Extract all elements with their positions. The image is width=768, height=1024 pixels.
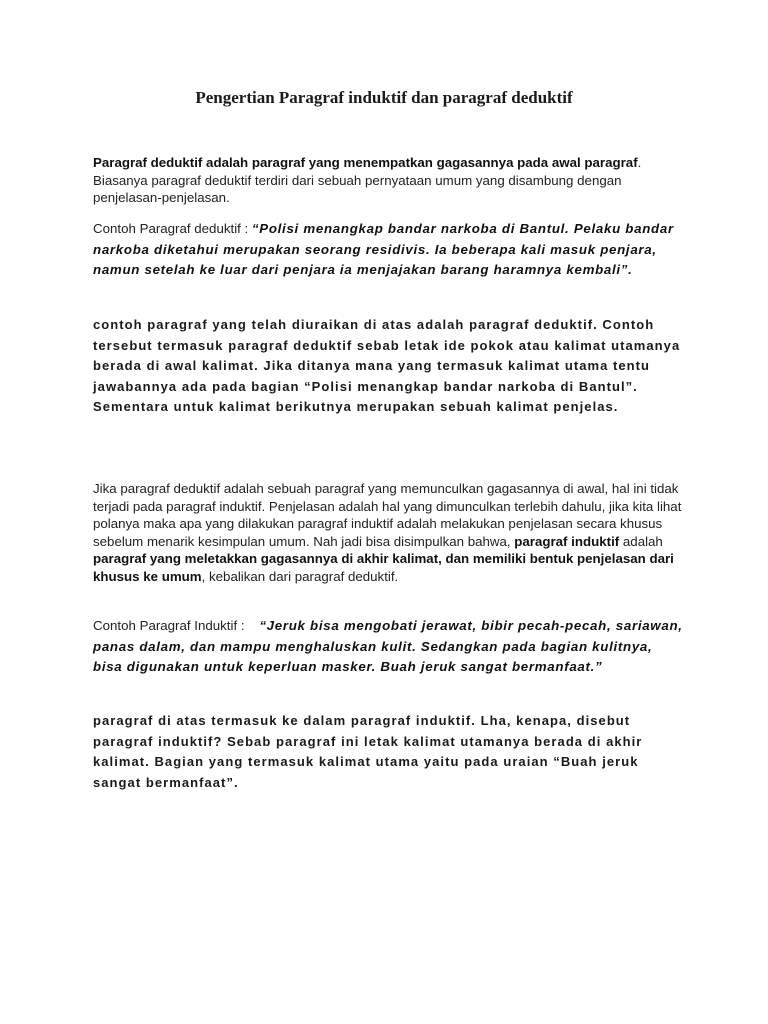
- induktif-intro: Jika paragraf deduktif adalah sebuah paragraf yang memunculkan gagasannya di awal, hal ini tidak terjadi pada paragraf induktif. Penjelasan adalah hal yang dimunculkan terlebih dahulu, jika kita lihat polanya maka apa yang dilakukan paragraf induktif adalah melakukan penjelasan secara khusus sebelum menarik kesimpulan umum. Nah jadi bisa disimpulkan bahwa,: [93, 481, 682, 549]
- induktif-example-quote: “Jeruk bisa mengobati jerawat, bibir pecah-pecah, sariawan, panas dalam, dan mampu menghaluskan kulit. Sedangkan pada bagian kulitnya, bisa digunakan untuk keperluan masker. Buah jeruk sangat bermanfaat.”: [93, 618, 683, 674]
- induktif-explanation-paragraph: paragraf di atas termasuk ke dalam paragraf induktif. Lha, kenapa, disebut paragraf induktif? Sebab paragraf ini letak kalimat utamanya berada di akhir kalimat. Bagian yang termasuk kalimat utama yaitu pada uraian “Buah jeruk sangat bermanfaat”.: [93, 713, 643, 790]
- deduktif-definition-bold: Paragraf deduktif adalah paragraf yang menempatkan gagasannya pada awal paragraf: [93, 155, 638, 170]
- induktif-definition-bold: paragraf yang meletakkan gagasannya di akhir kalimat, dan memiliki bentuk penjelasan dari khusus ke umum: [93, 551, 674, 584]
- deduktif-example-label: Contoh Paragraf deduktif :: [93, 221, 252, 236]
- induktif-ending: , kebalikan dari paragraf deduktif.: [201, 568, 399, 584]
- induktif-definition-paragraph: [93, 480, 683, 586]
- deduktif-explanation-paragraph: contoh paragraf yang telah diuraikan di atas adalah paragraf deduktif. Contoh tersebut termasuk paragraf deduktif sebab letak ide pokok atau kalimat utamanya berada di awal kalimat. Jika ditanya mana yang termasuk kalimat utama tentu jawabannya ada pada bagian “Polisi menangkap bandar narkoba di Bantul”. Sementara untuk kalimat berikutnya merupakan sebuah kalimat penjelas.: [93, 317, 681, 415]
- deduktif-definition-paragraph: [93, 154, 683, 207]
- document-title: Pengertian Paragraf induktif dan paragraf deduktif: [195, 88, 573, 107]
- induktif-connector: adalah: [619, 533, 663, 549]
- deduktif-example-paragraph: [93, 219, 683, 281]
- deduktif-definition-rest: . Biasanya paragraf deduktif terdiri dari sebuah pernyataan umum yang disambung dengan penjelasan-penjelasan.: [93, 155, 642, 206]
- deduktif-example-quote: “Polisi menangkap bandar narkoba di Bantul. Pelaku bandar narkoba diketahui merupakan seorang residivis. Ia beberapa kali masuk penjara, namun setelah ke luar dari penjara ia menjajakan barang haramnya kembali”.: [93, 221, 674, 277]
- induktif-term-bold: paragraf induktif: [514, 533, 620, 549]
- induktif-example-label: Contoh Paragraf Induktif :: [93, 618, 245, 633]
- induktif-example-paragraph: [93, 616, 683, 678]
